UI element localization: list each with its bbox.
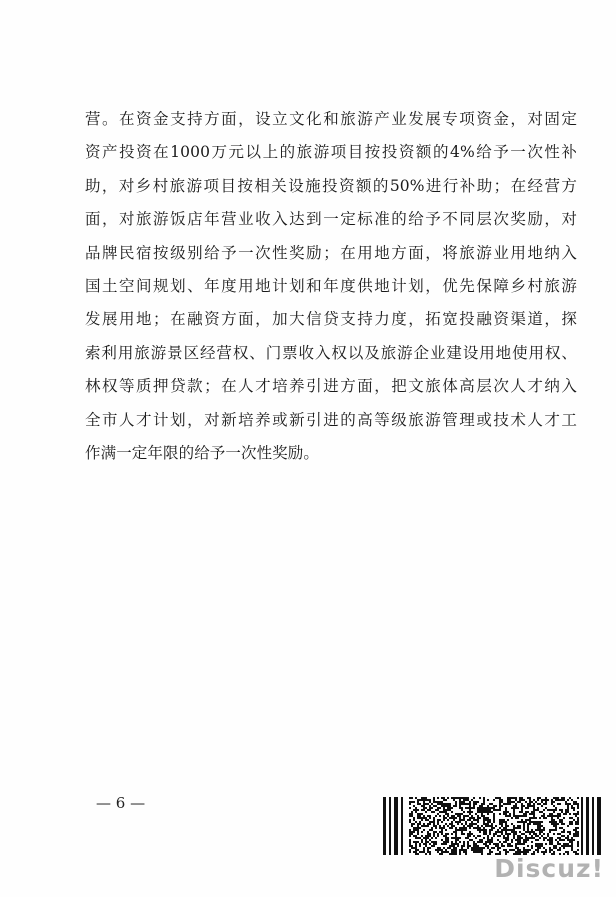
text-line: 品牌民宿按级别给予一次性奖励；在用地方面，将旅游业用地纳入 <box>85 243 577 262</box>
page-number: — 6 — <box>96 794 146 812</box>
text-line: 资产投资在1000万元以上的旅游项目按投资额的4%给予一次性补 <box>85 143 577 162</box>
watermark-logo: Discuz! <box>494 854 604 883</box>
text-line: 索利用旅游景区经营权、门票收入权以及旅游企业建设用地使用权、 <box>85 343 577 362</box>
text-line-last: 作满一定年限的给予一次性奖励。 <box>85 443 320 462</box>
text-line: 国土空间规划、年度用地计划和年度供地计划，优先保障乡村旅游 <box>85 276 577 295</box>
text-line: 助，对乡村旅游项目按相关设施投资额的50%进行补助；在经营方 <box>85 176 577 195</box>
text-line: 面，对旅游饭店年营业收入达到一定标准的给予不同层次奖励，对 <box>85 210 577 229</box>
barcode-icon <box>383 797 604 855</box>
text-line: 营。在资金支持方面，设立文化和旅游产业发展专项资金，对固定 <box>85 110 577 128</box>
text-line: 发展用地；在融资方面，加大信贷支持力度，拓宽投融资渠道，探 <box>85 310 577 329</box>
text-line: 全市人才计划，对新培养或新引进的高等级旅游管理或技术人才工 <box>85 410 577 429</box>
text-line: 林权等质押贷款；在人才培养引进方面，把文旅体高层次人才纳入 <box>85 377 577 396</box>
body-paragraph <box>85 103 577 470</box>
